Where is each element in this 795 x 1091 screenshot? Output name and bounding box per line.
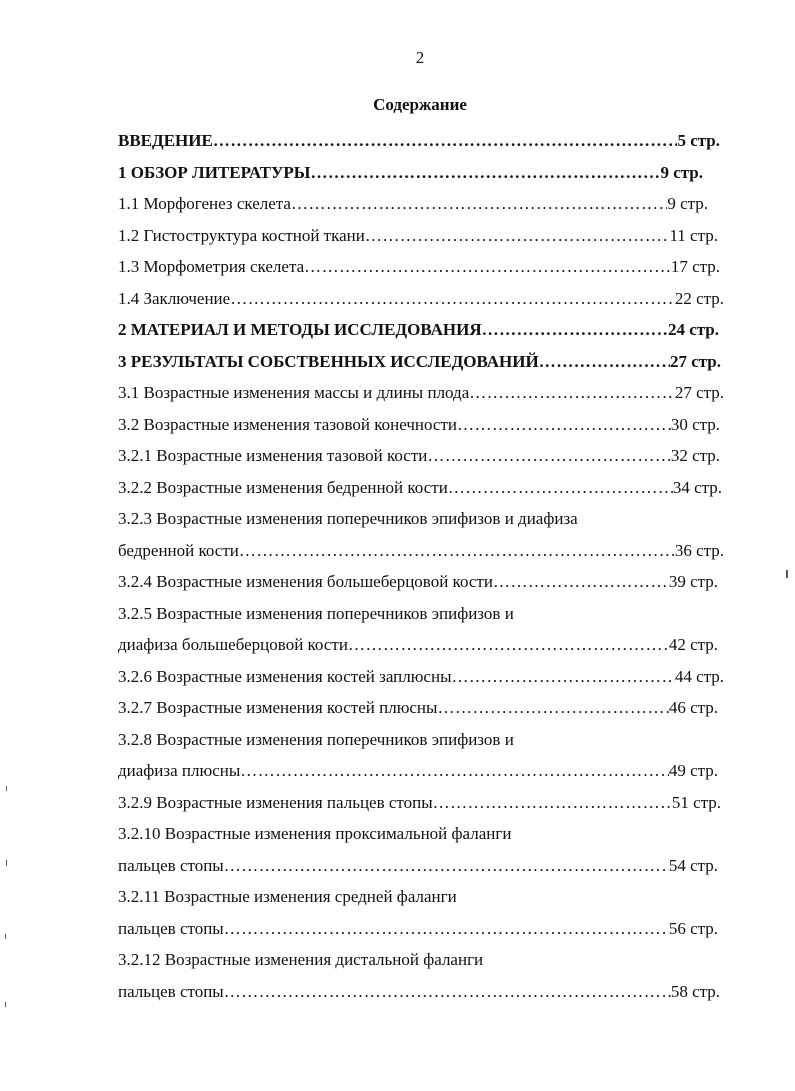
- toc-entry-title: диафиза большеберцовой кости: [118, 635, 348, 654]
- toc-entry-title: 1.2 Гистоструктура костной ткани: [118, 225, 365, 245]
- toc-entry-page: 11 стр.: [669, 225, 718, 245]
- scan-mark: [6, 786, 7, 791]
- toc-entry-3-2-7: [118, 692, 718, 724]
- toc-entry-1-4: [118, 283, 724, 315]
- toc-entry-3-2-1: [118, 440, 720, 472]
- toc-entry-page: 27 стр.: [674, 383, 724, 402]
- toc-entry-3-2-4: [118, 566, 718, 598]
- toc-entry-title: пальцев стопы: [118, 918, 224, 938]
- dot-leader: [437, 692, 668, 724]
- toc-entry-title: 3.2.9 Возрастные изменения пальцев стопы: [118, 792, 433, 812]
- dot-leader: [224, 976, 671, 1008]
- toc-entry-page: 17 стр.: [670, 257, 720, 276]
- toc-entry-title: 3.2 Возрастные изменения тазовой конечности: [118, 414, 457, 434]
- toc-entry-results: [118, 346, 721, 378]
- toc-entry-title: 3.2.7 Возрастные изменения костей плюсны: [118, 698, 438, 717]
- toc-entry-title: 3 РЕЗУЛЬТАТЫ СОБСТВЕННЫХ ИССЛЕДОВАНИЙ: [118, 351, 539, 371]
- dot-leader: [452, 661, 675, 693]
- toc-entry-title: диафиза плюсны: [118, 761, 241, 780]
- dot-leader: [493, 566, 669, 598]
- dot-leader: [311, 157, 661, 189]
- toc-entry-page: 30 стр.: [670, 414, 720, 434]
- dot-leader: [304, 251, 671, 283]
- toc-entry-page: 44 стр.: [674, 666, 724, 686]
- dot-leader: [291, 188, 667, 220]
- toc-entry-page: 9 стр.: [667, 194, 708, 213]
- toc-entry-title: 3.1 Возрастные изменения массы и длины плода: [118, 383, 470, 402]
- toc-entry-page: 39 стр.: [668, 572, 718, 591]
- toc-entry-page: 9 стр.: [660, 162, 703, 182]
- dot-leader: [224, 850, 669, 882]
- toc-entry-page: 36 стр.: [674, 540, 724, 560]
- toc-entry-3-2-11-line1: 3.2.11 Возрастные изменения средней фаланги: [118, 887, 457, 906]
- toc-entry-title: 1.3 Морфометрия скелета: [118, 257, 305, 276]
- toc-entry-3-2-3: [118, 535, 724, 567]
- toc-entry-3-2-10: [118, 850, 718, 882]
- toc-entry-3-2: [118, 409, 720, 441]
- toc-entry-introduction: [118, 125, 720, 157]
- toc-entry-page: 24 стр.: [667, 320, 719, 339]
- toc-entry-title: 2 МАТЕРИАЛ И МЕТОДЫ ИССЛЕДОВАНИЯ: [118, 320, 482, 339]
- toc-entry-3-2-12-line1: 3.2.12 Возрастные изменения дистальной фаланги: [118, 950, 484, 969]
- page-number: 2: [415, 48, 425, 67]
- dot-leader: [348, 629, 669, 661]
- toc-entry-3-2-5: [118, 629, 718, 661]
- toc-entry-3-2-5-line1: 3.2.5 Возрастные изменения поперечников эпифизов и: [118, 603, 514, 623]
- toc-entry-title: бедренной кости: [118, 540, 239, 560]
- toc-entry-3-1: [118, 377, 724, 409]
- toc-entry-title: 1.1 Морфогенез скелета: [118, 194, 291, 213]
- dot-leader: [213, 125, 678, 157]
- toc-entry-page: 51 стр.: [671, 792, 721, 812]
- toc-entry-title: 1 ОБЗОР ЛИТЕРАТУРЫ: [118, 162, 311, 182]
- toc-entry-page: 5 стр.: [677, 131, 720, 150]
- toc-entry-title: 1.4 Заключение: [118, 288, 231, 308]
- dot-leader: [482, 314, 668, 346]
- toc-entry-page: 58 стр.: [670, 981, 720, 1001]
- toc-entry-3-2-8: [118, 755, 718, 787]
- toc-title: Содержание: [373, 95, 467, 114]
- toc-entry-page: 46 стр.: [668, 698, 718, 717]
- toc-entry-literature-review: [118, 157, 703, 189]
- scan-mark: [6, 860, 7, 866]
- toc-entry-page: 22 стр.: [674, 288, 724, 308]
- toc-entry-page: 54 стр.: [668, 855, 718, 875]
- toc-entry-page: 56 стр.: [668, 918, 718, 938]
- dot-leader: [469, 377, 675, 409]
- scan-mark: [5, 1002, 6, 1007]
- toc-entry-title: 3.2.6 Возрастные изменения костей заплюсны: [118, 666, 452, 686]
- toc-entry-3-2-11: [118, 913, 718, 945]
- toc-entry-3-2-2: [118, 472, 722, 504]
- dot-leader: [539, 346, 670, 378]
- dot-leader: [457, 409, 671, 441]
- dot-leader: [448, 472, 673, 504]
- toc-entry-1-3: [118, 251, 720, 283]
- toc-entry-3-2-6: [118, 661, 724, 693]
- toc-entry-3-2-10-line1: 3.2.10 Возрастные изменения проксимальной фаланги: [118, 824, 512, 843]
- dot-leader: [240, 755, 669, 787]
- table-of-contents: [118, 125, 728, 1007]
- toc-entry-materials-methods: [118, 314, 719, 346]
- toc-entry-title: пальцев стопы: [118, 981, 224, 1001]
- dot-leader: [224, 913, 669, 945]
- toc-entry-page: 34 стр.: [672, 477, 722, 497]
- toc-entry-3-2-9: [118, 787, 721, 819]
- toc-entry-page: 42 стр.: [668, 635, 718, 654]
- dot-leader: [427, 440, 670, 472]
- toc-entry-page: 49 стр.: [668, 761, 718, 780]
- dot-leader: [433, 787, 672, 819]
- dot-leader: [230, 283, 675, 315]
- toc-entry-1-2: [118, 220, 718, 252]
- toc-entry-page: 27 стр.: [669, 351, 721, 371]
- toc-entry-page: 32 стр.: [670, 446, 720, 465]
- toc-entry-title: 3.2.1 Возрастные изменения тазовой кости: [118, 446, 428, 465]
- toc-entry-title: пальцев стопы: [118, 855, 224, 875]
- toc-entry-title: ВВЕДЕНИЕ: [118, 131, 213, 150]
- dot-leader: [365, 220, 670, 252]
- scan-mark: [5, 934, 6, 939]
- toc-entry-1-1: [118, 188, 708, 220]
- scan-mark: [786, 570, 788, 578]
- toc-entry-title: 3.2.2 Возрастные изменения бедренной кости: [118, 477, 448, 497]
- dot-leader: [239, 535, 675, 567]
- toc-entry-title: 3.2.4 Возрастные изменения большеберцовой кости: [118, 572, 493, 591]
- toc-entry-3-2-8-line1: 3.2.8 Возрастные изменения поперечников эпифизов и: [118, 729, 514, 749]
- toc-entry-3-2-12: [118, 976, 720, 1008]
- toc-entry-3-2-3-line1: 3.2.3 Возрастные изменения поперечников эпифизов и диафиза: [118, 509, 578, 528]
